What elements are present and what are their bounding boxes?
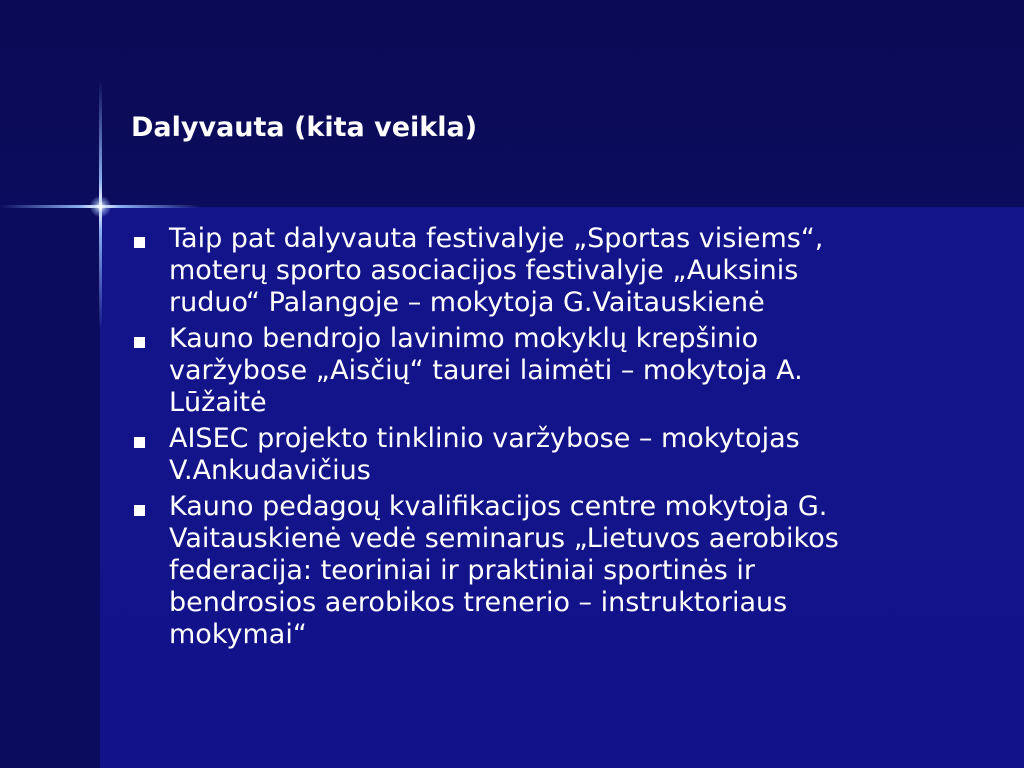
left-band [0,207,100,768]
bullet-line: varžybose „Aisčių“ taurei laimėti – mokytoja A. [169,355,803,386]
bullet-line: mokymai“ [169,619,307,650]
header-band [0,0,1024,207]
square-bullet-icon [134,437,145,448]
bullet-line: V.Ankudavičius [169,455,371,486]
bullet-item [131,323,931,419]
bullet-line: federacija: teoriniai ir praktiniai sportinės ir [169,555,755,586]
bullet-item [131,423,931,487]
bullet-line: Lūžaitė [169,387,267,418]
bullet-line: Kauno pedagoų kvalifikacijos centre mokytoja G. [169,491,828,522]
square-bullet-icon [134,505,145,516]
square-bullet-icon [134,337,145,348]
bullet-line: Kauno bendrojo lavinimo mokyklų krepšinio [169,323,759,354]
slide-title: Dalyvauta (kita veikla) [131,112,478,143]
bullet-line: ruduo“ Palangoje – mokytoja G.Vaitauskienė [169,287,765,318]
bullet-line: Taip pat dalyvauta festivalyje „Sportas visiems“, [169,223,824,254]
bullet-list [131,223,931,655]
bullet-item [131,223,931,319]
bullet-line: moterų sporto asociacijos festivalyje „Auksinis [169,255,799,286]
bullet-line: AISEC projekto tinklinio varžybose – mokytojas [169,423,800,454]
bullet-line: Vaitauskienė vedė seminarus „Lietuvos aerobikos [169,523,839,554]
square-bullet-icon [134,237,145,248]
bullet-line: bendrosios aerobikos trenerio – instruktoriaus [169,587,788,618]
bullet-item [131,491,931,651]
sparkle-star-icon [90,196,111,217]
